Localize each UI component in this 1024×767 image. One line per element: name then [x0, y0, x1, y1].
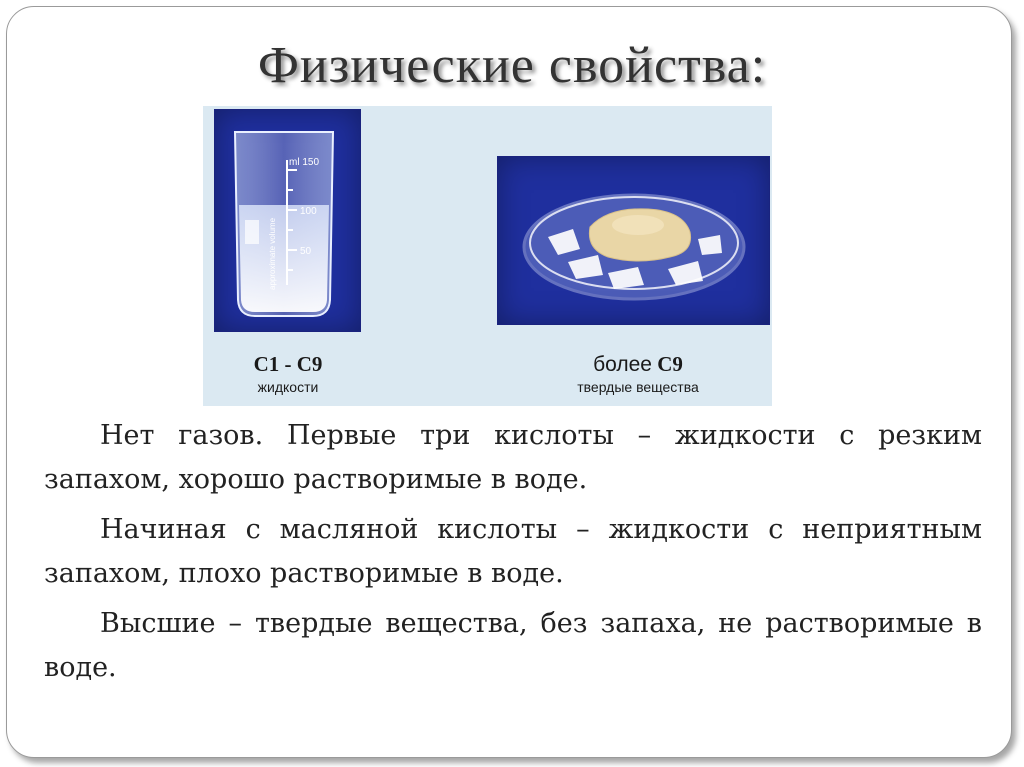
- paragraph: Начиная с масляной кислоты – жидкости с неприятным запахом, плохо растворимые в воде.: [44, 514, 982, 589]
- paragraph: Нет газов. Первые три кислоты – жидкости с резким запахом, хорошо растворимые в воде.: [44, 420, 982, 495]
- liquid-acid-photo: [214, 109, 361, 332]
- right-formula-line: [523, 352, 753, 377]
- petri-dish-image: [498, 157, 769, 324]
- beaker-logo: [245, 220, 259, 244]
- illustration: [203, 106, 772, 406]
- right-label: твердые вещества: [577, 379, 699, 395]
- beaker-mark-100: 100: [300, 206, 317, 217]
- slide-title: Физические свойства:: [257, 37, 767, 94]
- beaker-mark-50: 50: [300, 246, 312, 257]
- left-caption: [223, 352, 353, 395]
- paragraph: Высшие – твердые вещества, без запаха, не растворимые в воде.: [44, 608, 982, 683]
- right-caption: [523, 352, 753, 395]
- beaker-image: [215, 110, 360, 331]
- left-formula: C1 - C9: [253, 352, 323, 376]
- right-formula: C9: [657, 352, 683, 376]
- left-label: жидкости: [257, 379, 319, 395]
- solid-acid-photo: [497, 156, 770, 325]
- right-prefix: более: [593, 353, 652, 376]
- body-text: [44, 414, 982, 696]
- beaker-mark-150: ml 150: [289, 157, 320, 168]
- beaker-side-text: approximate volume: [268, 217, 277, 290]
